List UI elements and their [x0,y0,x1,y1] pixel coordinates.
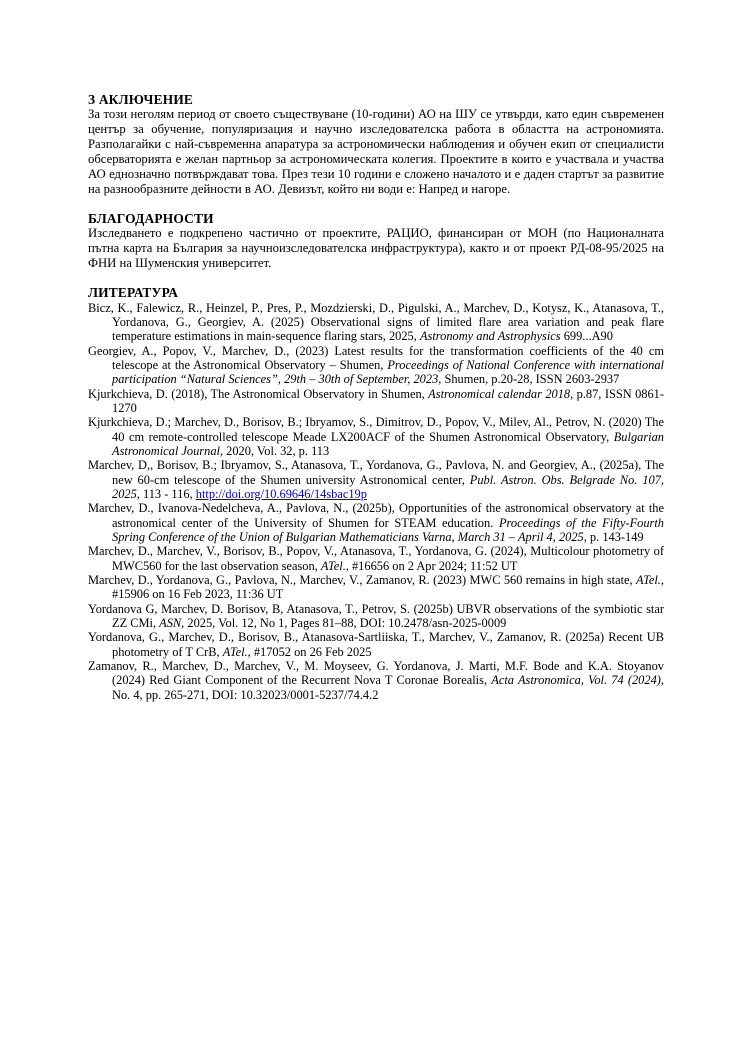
ref-text: Yordanova G, Marchev, D. Borisov, B, Atanasova, T., Petrov, S. (2025b) UBVR observations of the symbiotic star ZZ CMi, [88,601,664,631]
reference-entry [88,501,664,544]
ref-italic-text: ASN, [159,616,185,631]
ref-text: Marchev, D,, Borisov, B.; Ibryamov, S., Atanasova, T., Yordanova, G., Pavlova, N. and Georgiev, A., (2025a), The new 60-cm telescope of the Shumen university Astronomical center, [88,458,664,487]
ref-italic-text: Astronomy and Astrophysics [419,329,561,344]
ref-text: Marchev, D., Ivanova-Nedelcheva, A., Pavlova, N., (2025b), Opportunities of the astronomical observatory at the astronomical center of the University of Shumen for STEAM education. [88,501,664,530]
conclusion-body: За този неголям период от своето съществуване (10-години) АО на ШУ се утвърди, като един съвременен център за обучение, популяризация и научно изследователска работа в областта на астрономията. Разполагайки с най-съвременна апаратура за астрономически наблюдения и обучен екип от специалисти обсерваторията е желан партньор за астрономическата колегия. Проектите в които е участвала и участва АО еднозначно потвърждават това. През тези 10 години е сложено началото и е даден стартът за развитие на разнообразните дейности в АО. Девизът, който ни води е: Напред и нагоре. [88,107,664,196]
ref-italic-text: ATel., [320,558,349,573]
ref-italic-text: Acta Astronomica, Vol. 74 (2024), [491,673,664,688]
ref-italic-text: ATel., [222,644,251,659]
ref-italic-text: ATel., [636,573,664,588]
reference-entry [88,344,664,387]
ref-text: #16656 on 2 Apr 2024; 11:52 UT [348,558,518,573]
ref-text: Shumen, p.20-28, ISSN 2603-2937 [441,372,620,387]
ref-text: Kjurkchieva, D. (2018), The Astronomical Observatory in Shumen, [88,386,429,401]
reference-entry [88,415,664,458]
ref-text: Marchev, D., Marchev, V., Borisov, B., Popov, V., Atanasova, T., Yordanova, G. (2024), Multicolour photometry of MWC560 for the last observation season, [88,544,664,573]
reference-entry [88,573,664,602]
ref-italic-text: Astronomical calendar 2018, [428,386,574,401]
conclusion-heading: З АКЛЮЧЕНИЕ [88,92,194,107]
ref-italic-text: Bulgarian Astronomical Journal, [112,429,664,458]
section-conclusion [88,92,664,197]
ref-text: Zamanov, R., Marchev, D., Marchev, V., M. Moyseev, G. Yordanova, J. Marti, M.F. Bode and K.A. Stoyanov (2024) Red Giant Component of the Recurrent Nova T Coronae Borealis, [88,659,664,688]
ref-text: #15906 on 16 Feb 2023, 11:36 UT [112,587,284,602]
ref-text: Bicz, K., Falewicz, R., Heinzel, P., Pres, P., Mozdzierski, D., Pigulski, A., Marchev, D., Kotysz, K., Atanasova, T., Yordanova, G., Georgiev, A. (2025) Observational signs of limited flare area variation and peak flare temperature estimations in main-sequence flaring stars, 2025, [88,300,664,344]
ref-text: 2020, Vol. 32, p. 113 [223,443,330,458]
ref-text: p.87, ISSN 0861-1270 [112,386,664,415]
reference-entry [88,387,664,416]
ref-text: 113 - 116, [139,486,196,501]
reference-entry [88,602,664,631]
section-acknowledgements [88,211,664,271]
reference-entry [88,458,664,501]
ref-text: No. 4, pp. 265-271, DOI: 10.32023/0001-5237/74.4.2 [112,687,379,702]
ref-text: Marchev, D., Yordanova, G., Pavlova, N., Marchev, V., Zamanov, R. (2023) MWC 560 remains in high state, [88,573,636,588]
ref-text: Kjurkchieva, D.; Marchev, D., Borisov, B.; Ibryamov, S., Dimitrov, D., Popov, V., Milev, Al., Petrov, N. (2020) The 40 cm remote-controlled telescope Meade LX200ACF of the Shumen Astronomical Observatory, [88,415,664,444]
acknowledgements-heading: БЛАГОДАРНОСТИ [88,211,214,226]
ref-text: p. 143-149 [586,530,644,544]
references-heading: ЛИТЕРАТУРА [88,285,179,300]
ref-text: 2025, Vol. 12, No 1, Pages 81–88, DOI: 10.2478/asn-2025-0009 [184,616,507,631]
reference-list [88,301,664,703]
acknowledgements-body: Изследването е подкрепено частично от проектите, РАЦИО, финансиран от МОН (по Националната пътна карта на България за научноизследователска инфраструктура), както и от проект РД-08-95/2025 на ФНИ на Шуменския университет. [88,226,664,270]
reference-entry [88,544,664,573]
reference-entry [88,659,664,702]
ref-text: Georgiev, A., Popov, V., Marchev, D., (2023) Latest results for the transformation coefficients of the 40 cm telescope at the Astronomical Observatory – Shumen, [88,343,664,372]
ref-text: 699...A90 [560,329,613,344]
ref-italic-text: Proceedings of the Fifty-Fourth Spring Conference of the Union of Bulgarian Mathematicians Varna, March 31 – April 4, 2025, [112,515,665,544]
ref-text: #17052 on 26 Feb 2025 [250,644,372,659]
section-references [88,285,664,702]
ref-italic-text: Proceedings of National Conference with international participation “Natural Sciences”, 29th – 30th of September, 2023, [112,357,664,387]
reference-entry [88,301,664,344]
ref-text: Yordanova, G., Marchev, D., Borisov, B., Atanasova-Sartliiska, T., Marchev, V., Zamanov, R. (2025a) Recent UB photometry of T CrB, [88,630,664,659]
ref-italic-text: Publ. Astron. Obs. Belgrade No. 107, 2025, [112,472,665,501]
doi-link[interactable]: http://doi.org/10.69646/14sbac19p [195,486,367,501]
reference-entry [88,630,664,659]
